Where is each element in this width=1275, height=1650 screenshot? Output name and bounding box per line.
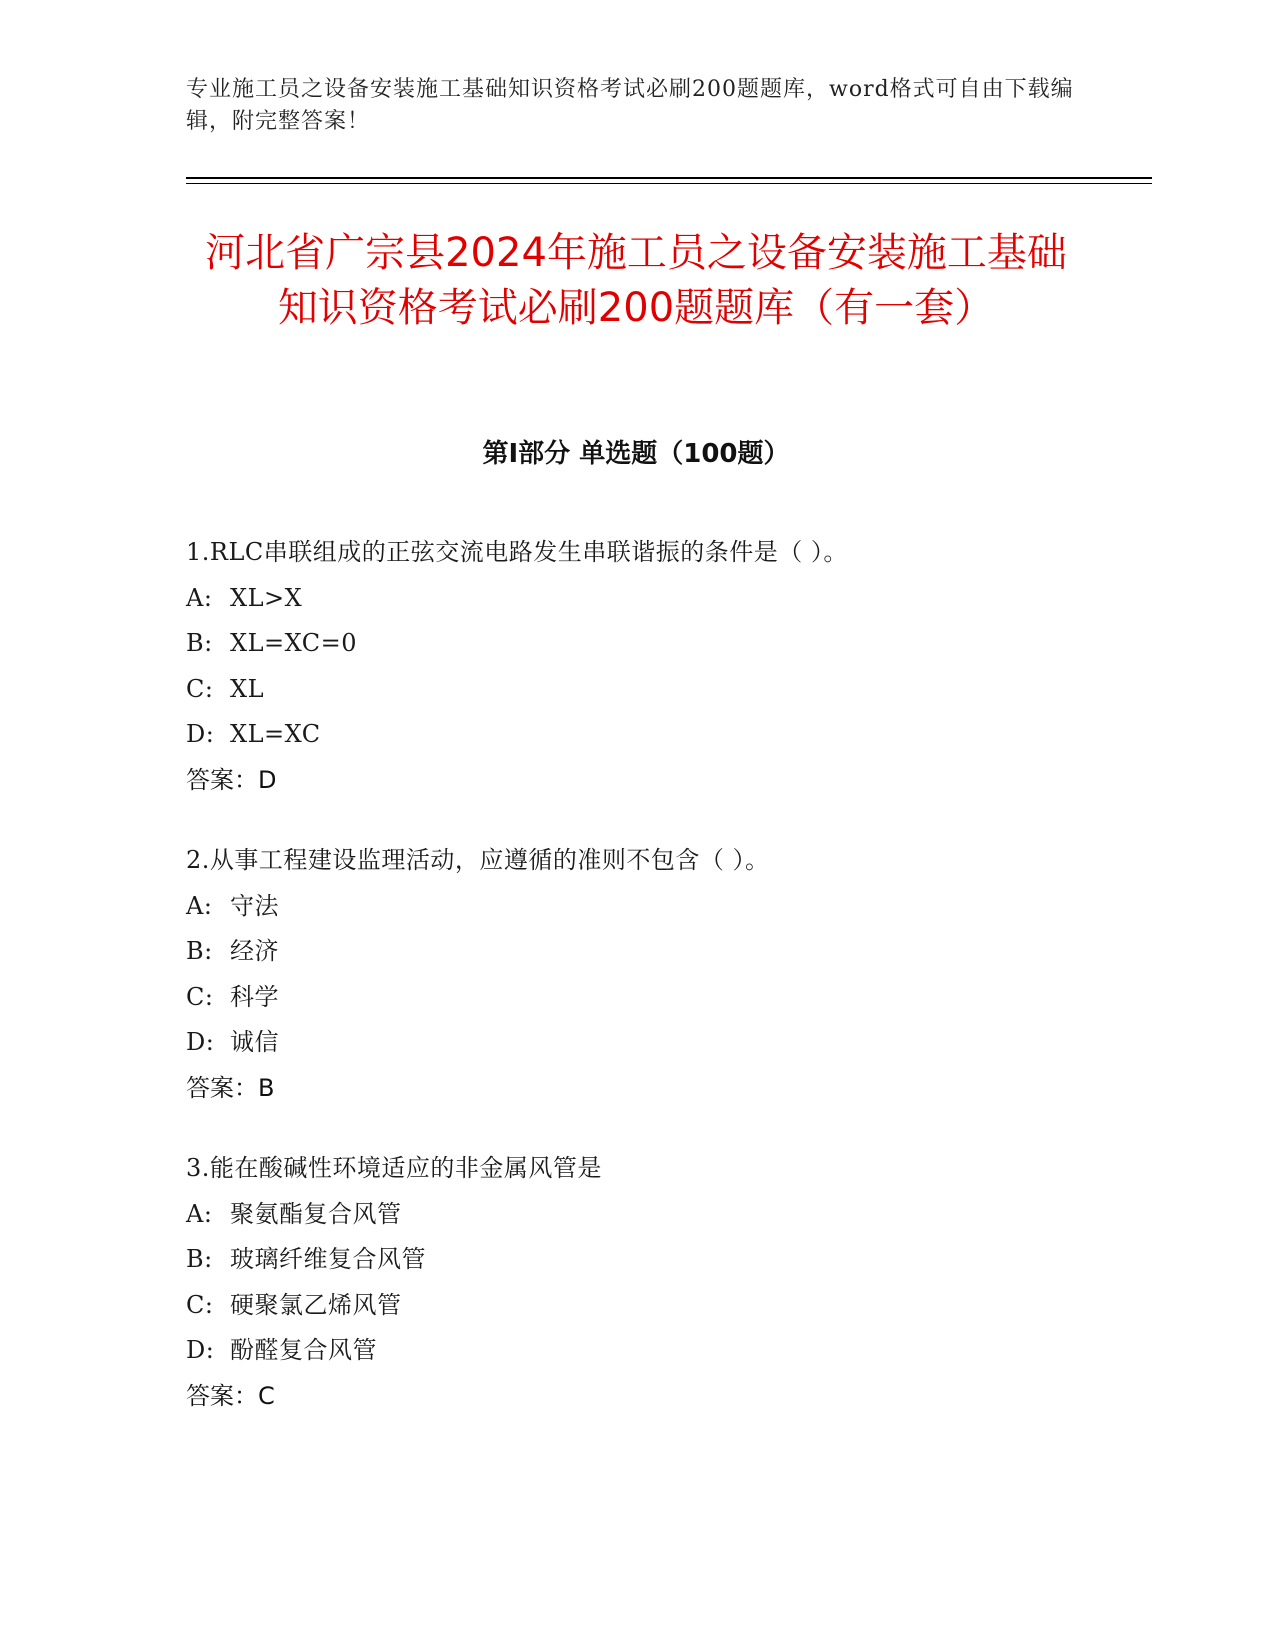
question-stem: 2.从事工程建设监理活动，应遵循的准则不包含（ ）。 bbox=[186, 846, 770, 874]
question-3 bbox=[186, 1146, 1136, 1419]
option-text: 守法 bbox=[230, 891, 279, 920]
option-text: 经济 bbox=[230, 937, 279, 965]
answer-label: 答案： bbox=[186, 765, 258, 794]
option-a bbox=[186, 576, 1136, 622]
option-letter: A: bbox=[186, 1199, 213, 1228]
option-text: XL>X bbox=[230, 583, 303, 612]
option-b bbox=[186, 621, 1136, 667]
section-title: 第I部分 单选题（100题） bbox=[482, 439, 790, 469]
answer-value: C bbox=[258, 1381, 275, 1410]
option-letter: A: bbox=[186, 583, 213, 612]
option-text: 玻璃纤维复合风管 bbox=[230, 1245, 426, 1273]
option-text: 聚氨酯复合风管 bbox=[230, 1199, 402, 1228]
option-text: 硬聚氯乙烯风管 bbox=[230, 1290, 402, 1319]
option-a bbox=[186, 1192, 1136, 1238]
option-c bbox=[186, 975, 1136, 1021]
option-a bbox=[186, 884, 1136, 930]
document-title: 河北省广宗县2024年施工员之设备安装施工基础知识资格考试必刷200题题库（有一套） bbox=[205, 230, 1067, 331]
option-letter: A: bbox=[186, 891, 213, 920]
answer-label: 答案： bbox=[186, 1381, 258, 1410]
option-letter: C: bbox=[186, 674, 214, 703]
option-letter: B: bbox=[186, 1245, 213, 1273]
option-d bbox=[186, 1328, 1136, 1374]
option-text: XL=XC=0 bbox=[230, 629, 358, 657]
option-text: 酚醛复合风管 bbox=[230, 1336, 377, 1364]
question-list bbox=[186, 530, 1136, 1454]
option-letter: D: bbox=[186, 1028, 215, 1056]
answer-line bbox=[186, 1066, 1136, 1112]
option-text: 诚信 bbox=[230, 1028, 279, 1056]
option-c bbox=[186, 1283, 1136, 1329]
option-letter: B: bbox=[186, 937, 213, 965]
answer-value: D bbox=[258, 765, 277, 794]
option-b bbox=[186, 1237, 1136, 1283]
option-letter: D: bbox=[186, 1336, 215, 1364]
answer-line bbox=[186, 758, 1136, 804]
header-rule-thick bbox=[186, 177, 1152, 179]
option-letter: C: bbox=[186, 1290, 214, 1319]
question-1 bbox=[186, 530, 1136, 803]
option-letter: B: bbox=[186, 629, 213, 657]
question-2 bbox=[186, 838, 1136, 1111]
answer-value: B bbox=[258, 1073, 275, 1102]
option-text: 科学 bbox=[230, 982, 279, 1011]
option-text: XL=XC bbox=[230, 720, 321, 748]
option-d bbox=[186, 712, 1136, 758]
answer-line bbox=[186, 1374, 1136, 1420]
question-stem: 3.能在酸碱性环境适应的非金属风管是 bbox=[186, 1154, 602, 1182]
header-note: 专业施工员之设备安装施工基础知识资格考试必刷200题题库，word格式可自由下载编辑，附完整答案！ bbox=[186, 77, 1074, 134]
option-b bbox=[186, 929, 1136, 975]
option-c bbox=[186, 667, 1136, 713]
header-rule-thin bbox=[186, 183, 1152, 184]
question-stem: 1.RLC串联组成的正弦交流电路发生串联谐振的条件是（ ）。 bbox=[186, 538, 848, 566]
option-d bbox=[186, 1020, 1136, 1066]
option-letter: C: bbox=[186, 982, 214, 1011]
option-text: XL bbox=[230, 674, 265, 703]
answer-label: 答案： bbox=[186, 1073, 258, 1102]
option-letter: D: bbox=[186, 720, 215, 748]
